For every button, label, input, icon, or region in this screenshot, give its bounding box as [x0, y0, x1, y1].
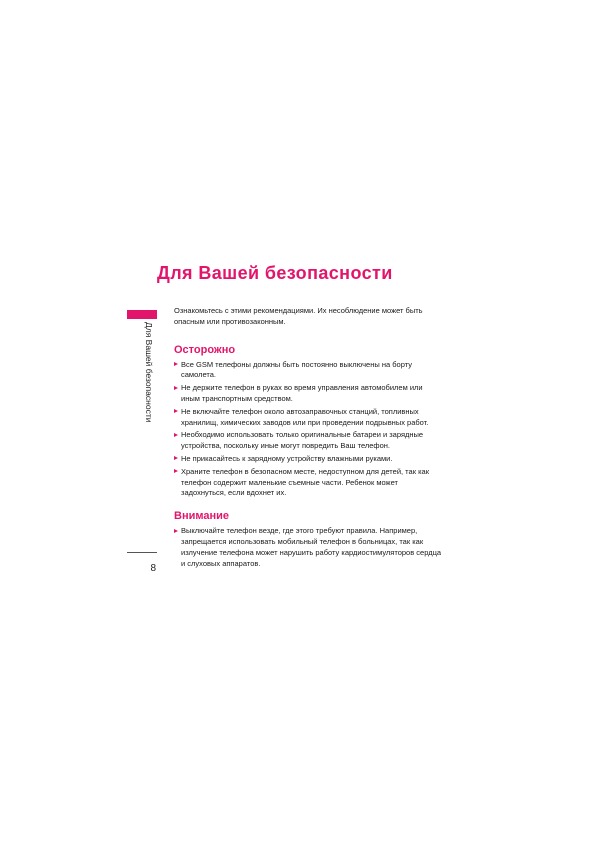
side-tab [143, 322, 155, 423]
intro-text: Ознакомьтесь с этими рекомендациями. Их несоблюдение может быть опасным или противозаконным. [174, 306, 423, 326]
main-content [174, 306, 442, 571]
attention-list [174, 526, 442, 569]
caution-list [174, 360, 442, 500]
side-tab-label: Для Вашей безопасности [144, 322, 154, 423]
list-item-text: Храните телефон в безопасном месте, недоступном для детей, так как телефон содержит маленькие съемные части. Ребенок может задохнуться, если вдохнет их. [181, 466, 429, 498]
section-heading-attention: Внимание [174, 510, 229, 523]
list-item [174, 467, 442, 499]
triangle-bullet-icon [174, 386, 178, 390]
triangle-bullet-icon [174, 433, 178, 437]
list-item [174, 383, 442, 405]
list-item-text: Не держите телефон в руках во время управления автомобилем или иным транспортным средством. [181, 383, 423, 403]
list-item-text: Не включайте телефон около автозаправочных станций, топливных хранилищ, химических заводов или при проведении подрывных работ. [181, 406, 429, 427]
section-heading-caution: Осторожно [174, 343, 236, 356]
footer-rule [127, 552, 157, 553]
page-title: Для Вашей безопасности [157, 263, 393, 283]
section-marker-bar [127, 310, 157, 319]
list-item-text: Не прикасайтесь к зарядному устройству влажными руками. [181, 453, 393, 463]
page-number: 8 [150, 563, 156, 574]
list-item [174, 360, 442, 382]
triangle-bullet-icon [174, 529, 178, 533]
list-item [174, 430, 442, 452]
list-item [174, 407, 442, 429]
triangle-bullet-icon [174, 469, 178, 473]
triangle-bullet-icon [174, 456, 178, 460]
triangle-bullet-icon [174, 409, 178, 413]
triangle-bullet-icon [174, 362, 178, 366]
list-item-text: Выключайте телефон везде, где этого требуют правила. Например, запрещается использовать мобильный телефон в больницах, так как излучение телефона может нарушить работу кардиостимуляторов сердца и слуховых аппаратов. [181, 526, 442, 568]
list-item [174, 526, 442, 569]
list-item-text: Все GSM телефоны должны быть постоянно выключены на борту самолета. [181, 359, 412, 380]
list-item [174, 454, 442, 465]
list-item-text: Необходимо использовать только оригинальные батареи и зарядные устройства, поскольку иные могут повредить Ваш телефон. [181, 430, 424, 451]
